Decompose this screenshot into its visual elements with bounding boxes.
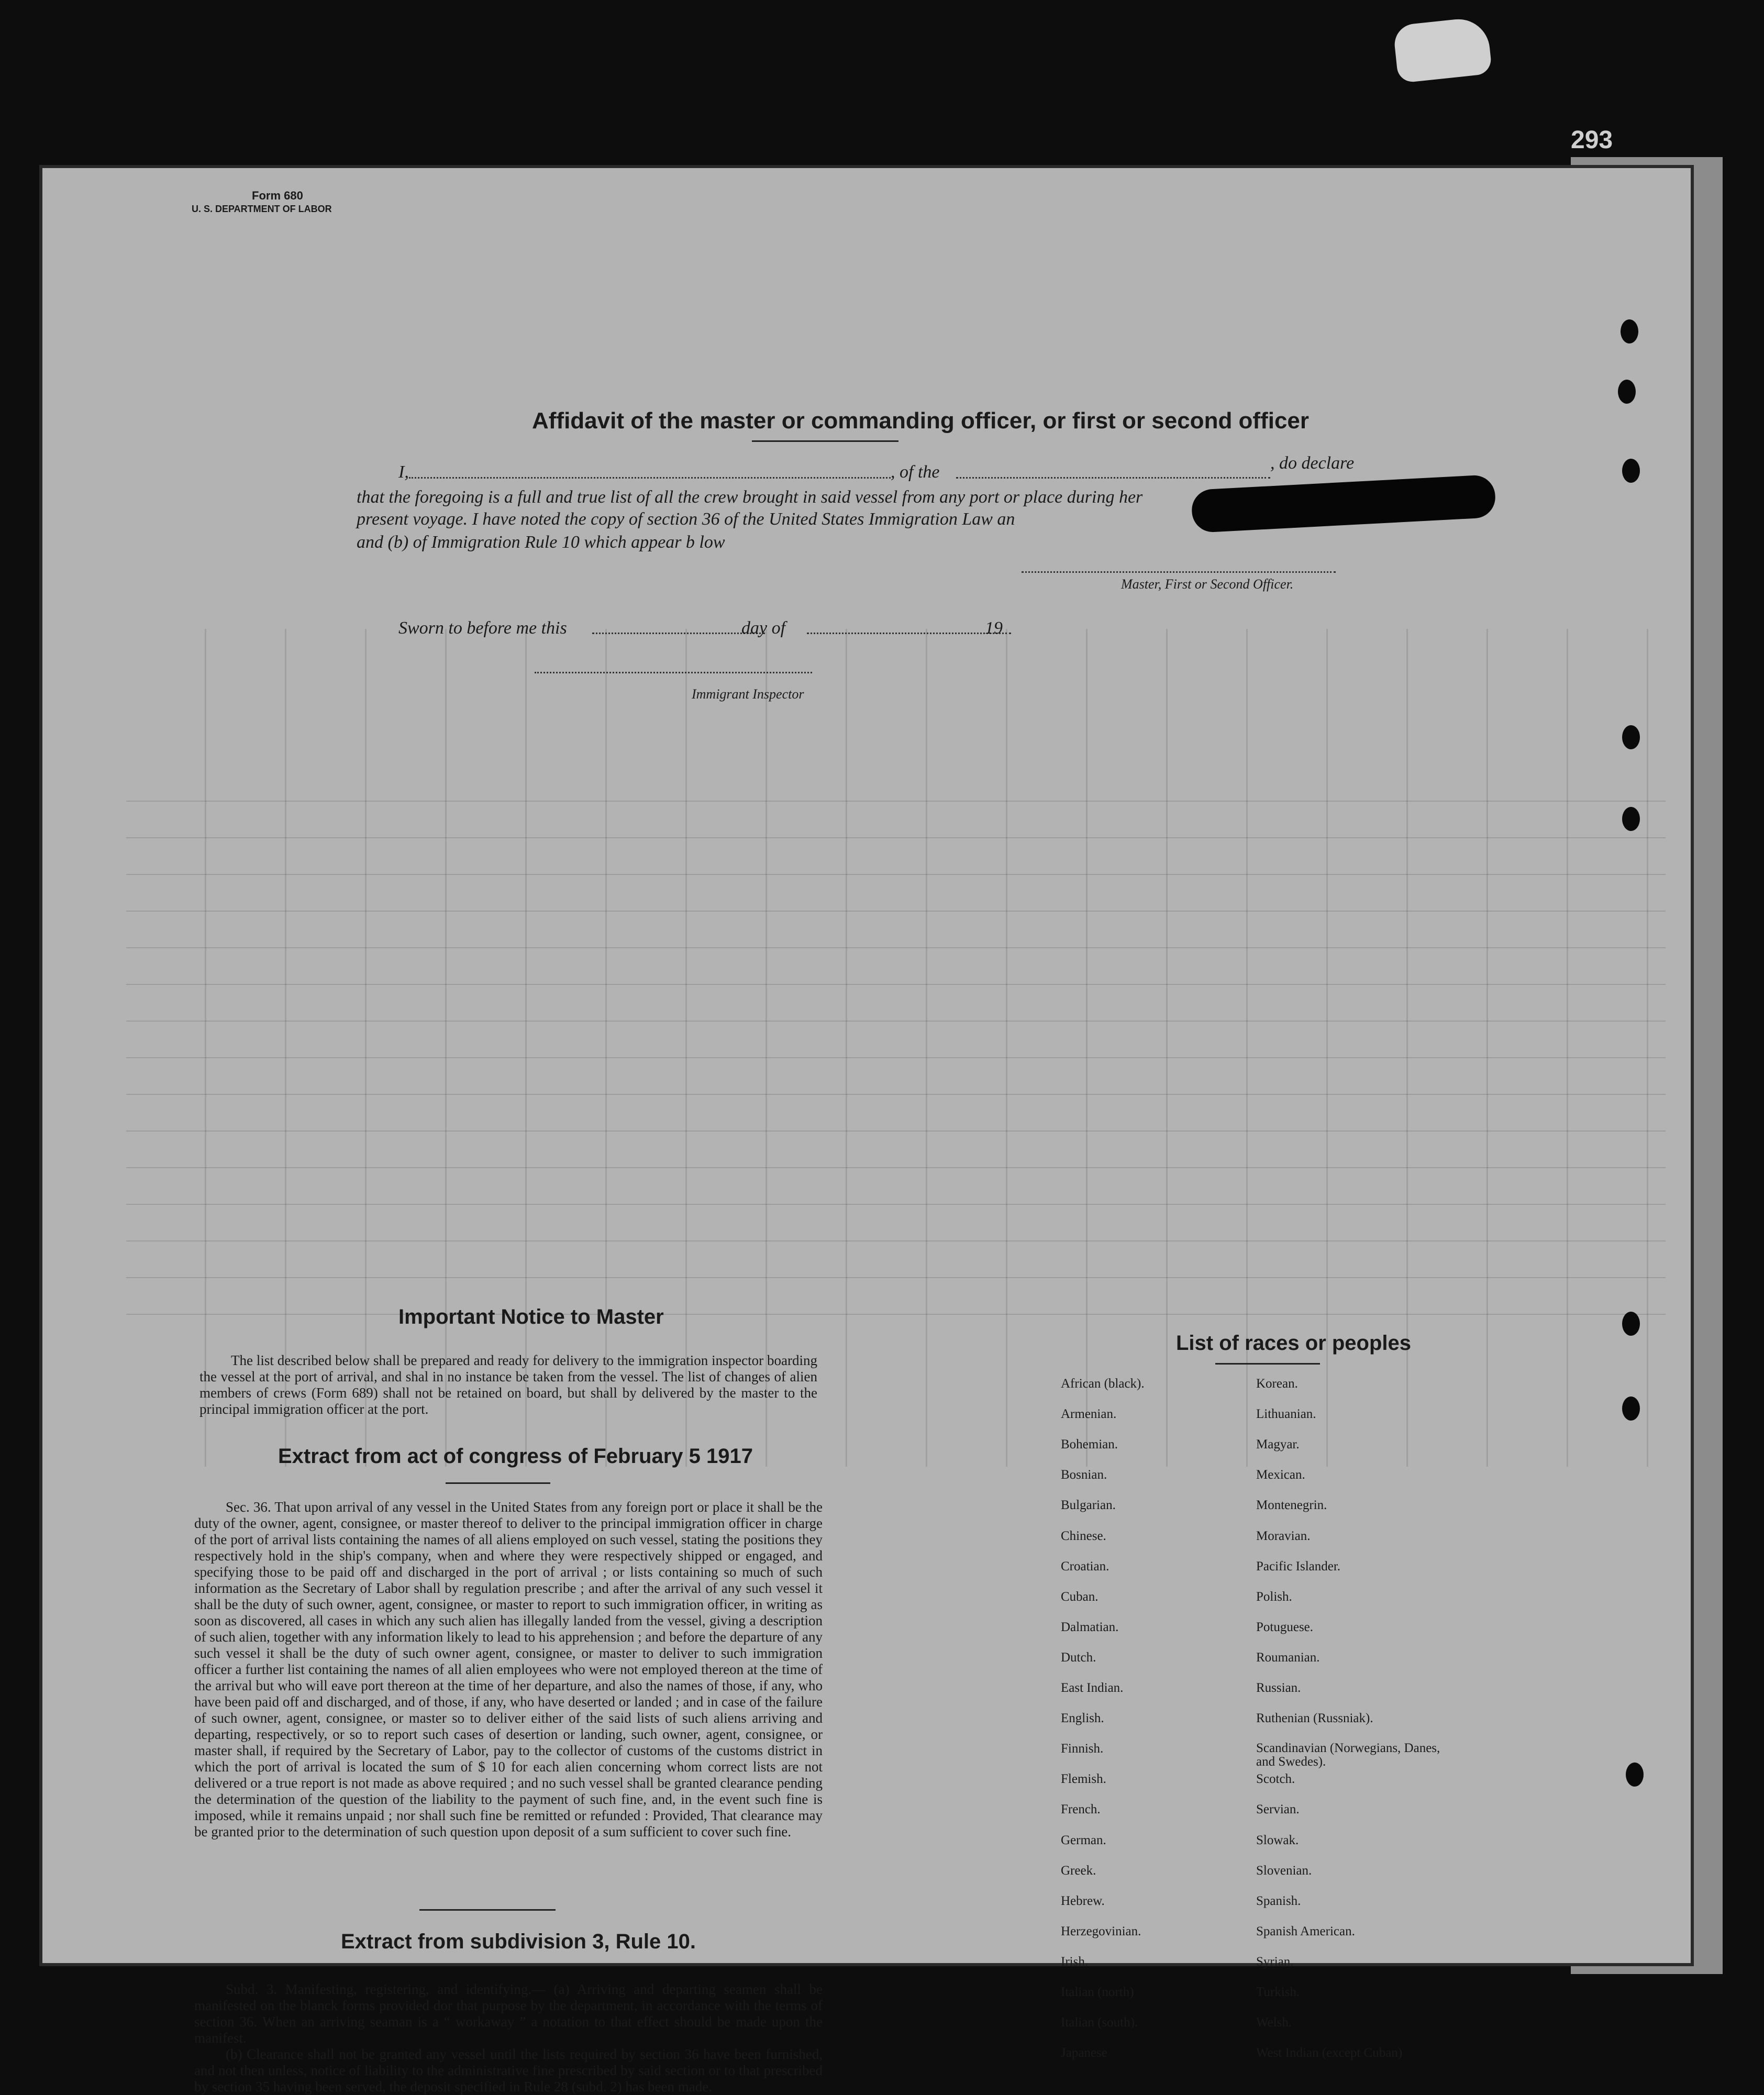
inspector-caption: Immigrant Inspector (692, 686, 804, 702)
name-blank (409, 477, 891, 479)
race-item: Syrian. (1256, 1954, 1294, 1969)
race-item: Bosnian. (1061, 1468, 1107, 1482)
race-item: Slovenian. (1256, 1863, 1312, 1878)
manifest-page (39, 165, 1694, 2094)
race-item: German. (1061, 1833, 1106, 1847)
race-item: Dutch. (1061, 1650, 1096, 1665)
race-item: Greek. (1061, 1863, 1096, 1878)
race-item: Cuban. (1061, 1589, 1099, 1604)
races-underline (1215, 1363, 1320, 1365)
notice-title: Important Notice to Master (398, 1305, 664, 1328)
act-underline (446, 1482, 550, 1484)
page-number: 293 (1571, 126, 1613, 154)
affidavit-declare: , do declare (1270, 453, 1355, 473)
binder-hole (1626, 1763, 1644, 1787)
race-item: Japanese (1061, 2046, 1107, 2060)
affidavit-title: Affidavit of the master or commanding officer, or first or second officer (532, 408, 1310, 434)
race-item: Scandinavian (Norwegians, Danes, and Swedes). (1256, 1741, 1440, 1769)
binder-hole (1618, 380, 1636, 404)
vessel-blank (956, 477, 1270, 479)
race-item: Italian (north) (1061, 1985, 1134, 1999)
rule-text-b: (b) Clearance shall not be granted any vessel until the lists required by section 36 have been furnished, and not then unless, notice of liability to the administrative fine prescribed by said section or to that prescribed by section 35 having been served, the deposit specified in Rule 28 (subd. 2) has been made. (194, 2046, 823, 2094)
sworn-month-blank (807, 633, 1011, 634)
race-item: Flemish. (1061, 1772, 1106, 1787)
race-item: Spanish American. (1256, 1924, 1355, 1938)
sworn-day-of: day of (741, 618, 786, 638)
race-item: Turkish. (1256, 1985, 1300, 1999)
binder-hole (1622, 725, 1640, 749)
race-item: Irish. (1061, 1954, 1089, 1969)
race-item: Polish. (1256, 1589, 1292, 1604)
race-item: Herzegovinian. (1061, 1924, 1141, 1938)
race-item: English. (1061, 1711, 1104, 1726)
binder-hole (1622, 1396, 1640, 1421)
section-divider (419, 1909, 556, 1911)
race-item: Magyar. (1256, 1437, 1300, 1452)
signature-blank (1022, 571, 1336, 573)
race-item: Croatian. (1061, 1559, 1110, 1573)
race-item: West Indian (except Cuban) (1256, 2046, 1403, 2060)
race-item: Moravian. (1256, 1528, 1311, 1543)
race-item: Scotch. (1256, 1772, 1295, 1787)
act-text: Sec. 36. That upon arrival of any vessel in the United States from any foreign port or place it shall be the duty of the owner, agent, consignee, or master thereof to deliver to the principal immigration officer in charge of the port of arrival lists containing the names of all aliens employed on such vessel, stating the positions they respectively hold in the ship's company, when and where they were respectively shipped or engaged, and specifying those to be paid off and discharged in the port of arrival ; or lists containing so much of such information as the Secretary of Labor shall by regulation prescribe ; and after the arrival of any such vessel it shall be the duty of such owner, agent, consignee, or master to report to such immigration officer, in writing as soon as discovered, all cases in which any such alien has illegally landed from the vessel, giving a description of such alien, together with any information likely to lead to his apprehension ; and before the departure of any such vessel it shall be the duty of such owner agent, consignee, or master to deliver to such immigration officer a further list containing the names of all alien employees who were not employed thereon at the time of the arrival but who will eave port thereon at the time of her departure, and also the names of those, if any, who have been paid off and discharged, and of those, if any, who have deserted or landed ; and in case of the failure of such owner, agent, consignee, or master so to deliver either of the said lists of such aliens arriving and departing, respectively, or so to report such cases of desertion or landing, such owner, agent, consignee, or master shall, if required by the Secretary of Labor, pay to the collector of customs of the customs district in which the port of arrival is located the sum of $ 10 for each alien concerning whom correct lists are not delivered or a true report is not made as above required ; and no such vessel shall be granted clearance pending the determination of the question of the liability to the payment of such fine, and, in the event such fine is imposed, while it remains unpaid ; nor shall such fine be remitted or refunded : Provided, That clearance may be granted prior to the determination of such question upon deposit of a sum sufficient to cover such fine. (194, 1499, 823, 1839)
race-item: Bohemian. (1061, 1437, 1118, 1452)
act-title: Extract from act of congress of February 5 1917 (278, 1445, 753, 1468)
race-item: East Indian. (1061, 1681, 1124, 1695)
rule-title: Extract from subdivision 3, Rule 10. (341, 1930, 696, 1953)
race-item: Armenian. (1061, 1407, 1117, 1422)
binder-hole (1622, 807, 1640, 831)
form-department: U. S. DEPARTMENT OF LABOR (192, 204, 332, 214)
race-item: French. (1061, 1802, 1101, 1817)
race-item: African (black). (1061, 1377, 1145, 1391)
sworn-day-blank (592, 633, 765, 634)
affidavit-i: I, (398, 462, 409, 482)
sworn-text: Sworn to before me this (398, 618, 567, 638)
race-item: Italian (south). (1061, 2015, 1138, 2030)
race-item: Pacific Islander. (1256, 1559, 1341, 1573)
race-item: Russian. (1256, 1681, 1301, 1695)
race-item: Servian. (1256, 1802, 1300, 1817)
sworn-year: 19 (985, 618, 1003, 638)
race-item: Montenegrin. (1256, 1498, 1327, 1513)
race-item: Bulgarian. (1061, 1498, 1116, 1513)
race-item: Slowak. (1256, 1833, 1299, 1847)
title-underline (752, 440, 898, 442)
race-item: Korean. (1256, 1377, 1298, 1391)
race-item: Potuguese. (1256, 1620, 1314, 1634)
rule-text-a: Subd. 3. Manifesting, registering, and identifying.— (a) Arriving and departing seamen shall be manifested on the blanck forms provided dor that purpose by the department, in accordance with the terms of section 36. When an arriving seaman is a “ workaway ” a notation to that effect should be made upon the manifest. (194, 1981, 823, 2046)
binder-hole (1621, 319, 1638, 343)
binder-hole (1622, 1312, 1640, 1336)
binder-hole (1622, 459, 1640, 483)
race-item: Welsh. (1256, 2015, 1292, 2030)
race-item: Spanish. (1256, 1893, 1301, 1908)
redaction-mark (1191, 474, 1496, 533)
inspector-blank (535, 672, 812, 673)
paper-tab (1393, 16, 1493, 83)
affidavit-line3: present voyage. I have noted the copy of section 36 of the United States Immigration Law an (357, 509, 1015, 529)
affidavit-of-the: , of the (891, 462, 940, 482)
races-title: List of races or peoples (1176, 1332, 1412, 1355)
race-item: Finnish. (1061, 1742, 1104, 1756)
race-item: Lithuanian. (1256, 1407, 1316, 1422)
race-item: Roumanian. (1256, 1650, 1320, 1665)
affidavit-line4: and (b) of Immigration Rule 10 which appear b low (357, 533, 725, 552)
affidavit-line2: that the foregoing is a full and true list of all the crew brought in said vessel from any port or place during her (357, 487, 1143, 507)
notice-text: The list described below shall be prepared and ready for delivery to the immigration inspector boarding the vessel at the port of arrival, and shal in no instance be taken from the vessel. The list of changes of alien members of crews (Form 689) shall not be retained on board, but shall by delivered by the master to the principal immigration officer at the port. (199, 1353, 817, 1417)
bleed-through-columns (126, 629, 1666, 1467)
race-item: Dalmatian. (1061, 1620, 1119, 1634)
race-item: Hebrew. (1061, 1893, 1105, 1908)
race-item: Mexican. (1256, 1468, 1305, 1482)
signature-caption: Master, First or Second Officer. (1121, 577, 1294, 592)
race-item: Chinese. (1061, 1528, 1106, 1543)
form-number: Form 680 (252, 189, 303, 202)
race-item: Ruthenian (Russniak). (1256, 1711, 1373, 1726)
